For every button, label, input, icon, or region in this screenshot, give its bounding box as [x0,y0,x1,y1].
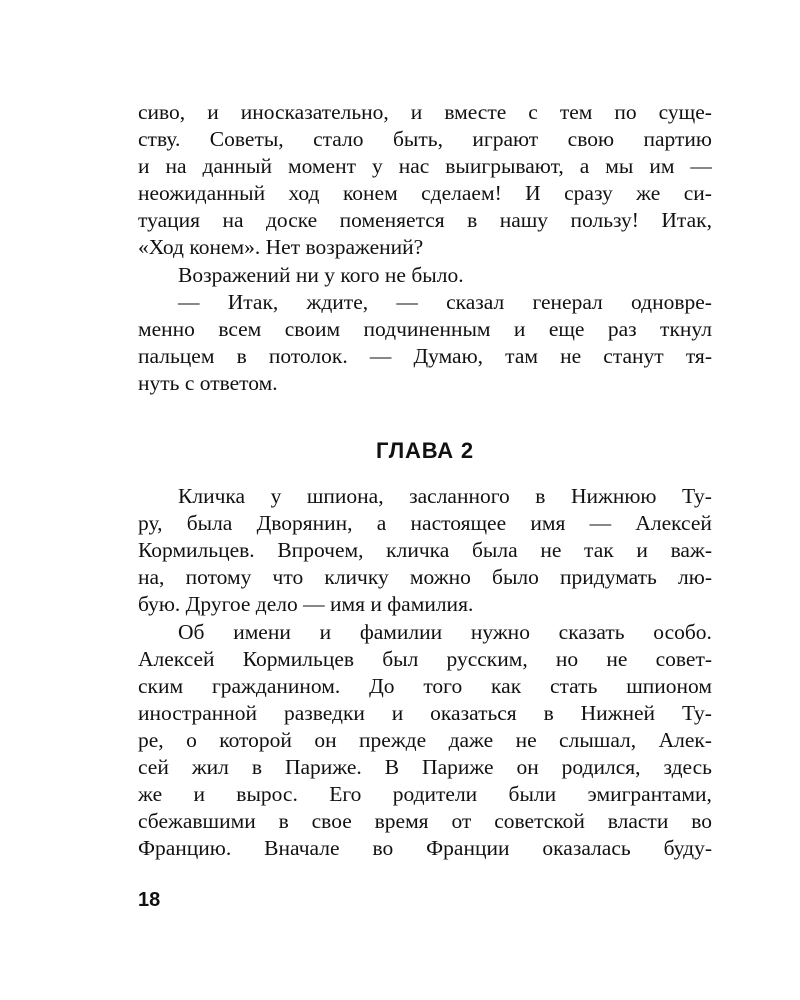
paragraph-3 [138,289,712,397]
text-line: ским гражданином. До того как стать шпионом [138,673,712,698]
text-line: пальцем в потолок. — Думаю, там не станут тя- [138,343,712,368]
text-line: «Ход конем». Нет возражений? [138,235,424,260]
text-line: ру, была Дворянин, а настоящее имя — Алексей [138,511,712,536]
text-line: Алексей Кормильцев был русским, но не совет- [138,646,712,671]
text-line: на, потому что кличку можно было придумать лю- [138,565,712,590]
text-line: сиво, и иносказательно, и вместе с тем по суще- [138,100,712,124]
paragraph-1 [138,99,712,262]
text-line: нуть с ответом. [138,370,278,395]
text-line: Кормильцев. Впрочем, кличка была не так и важ- [138,538,712,563]
paragraph-4 [138,483,712,618]
text-line: сей жил в Париже. В Париже он родился, здесь [138,754,712,779]
text-line: и на данный момент у нас выигрывают, а мы им — [138,154,712,179]
text-line: Кличка у шпиона, засланного в Нижнюю Ту- [178,484,712,509]
text-line: же и вырос. Его родители были эмигрантами, [138,782,712,807]
text-line: Об имени и фамилии нужно сказать особо. [178,619,712,644]
paragraph-5 [138,619,712,863]
text-line: ству. Советы, стало быть, играют свою партию [138,127,712,152]
text-line: менно всем своим подчиненным и еще раз ткнул [138,316,712,341]
text-line: сбежавшими в свое время от советской власти во [138,809,712,834]
book-page-text [138,99,712,862]
text-line: неожиданный ход конем сделаем! И сразу же си- [138,181,712,206]
text-line: бую. Другое дело — имя и фамилия. [138,592,474,617]
text-line: туация на доске поменяется в нашу пользу! Итак, [138,208,712,233]
text-line: иностранной разведки и оказаться в Нижней Ту- [138,700,712,725]
chapter-heading: ГЛАВА 2 [376,438,474,464]
paragraph-2 [138,262,712,289]
page-number: 18 [138,889,161,911]
text-line: ре, о которой он прежде даже не слышал, Алек- [138,727,712,752]
text-line: Францию. Вначале во Франции оказалась буду- [138,836,712,861]
text-line: — Итак, ждите, — сказал генерал одновре- [178,289,712,314]
text-line: Возражений ни у кого не было. [178,262,464,287]
